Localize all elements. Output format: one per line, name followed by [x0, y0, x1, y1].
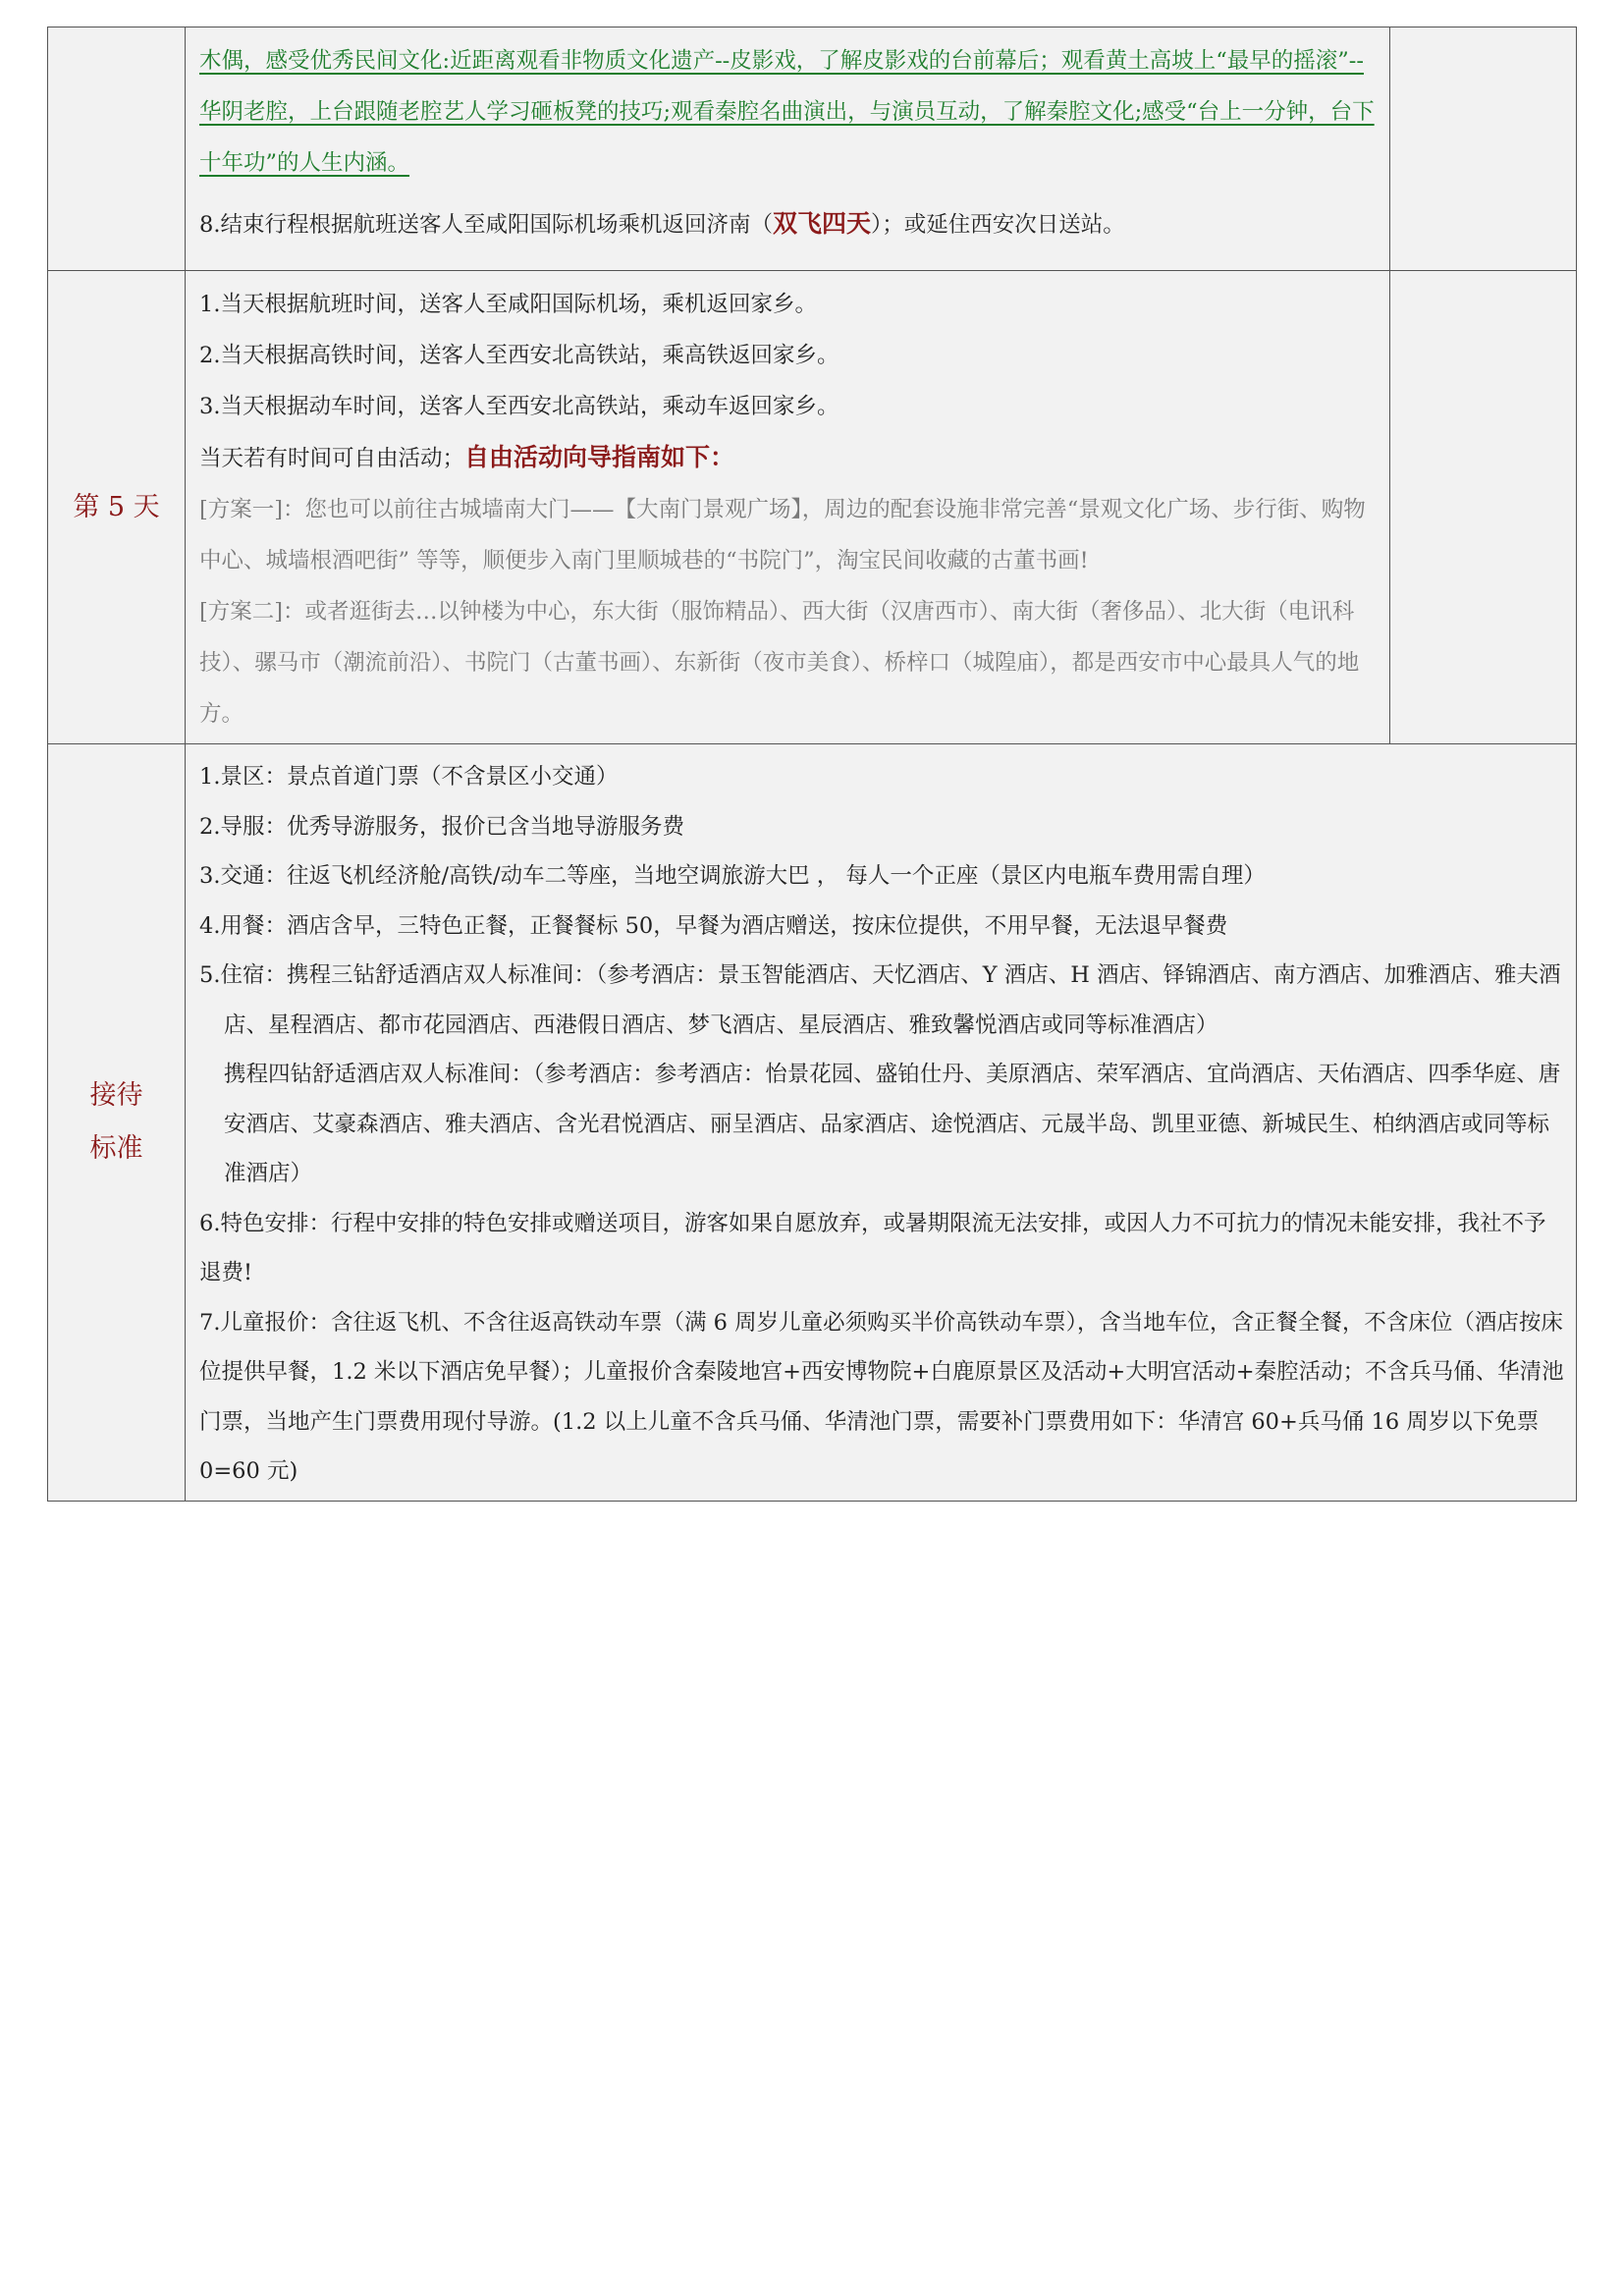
- item-8-text: 8.结束行程根据航班送客人至咸阳国际机场乘机返回济南（: [199, 212, 773, 238]
- row-standards: [48, 744, 1577, 1502]
- free-activity-line: [199, 432, 1378, 484]
- day4-content: [186, 27, 1390, 271]
- activity-description: 木偶，感受优秀民间文化:近距离观看非物质文化遗产--皮影戏，了解皮影戏的台前幕后；观看黄土高坡上“最早的摇滚”--华阴老腔，上台跟随老腔艺人学习砸板凳的技巧;观看秦腔名曲演出，与演员互动，了解秦腔文化;感受“台上一分钟，台下十年功”的人生内涵。: [199, 48, 1375, 176]
- notes-cell: [1390, 27, 1577, 271]
- row-day5: [48, 271, 1577, 744]
- standard-item-6: 6.特色安排：行程中安排的特色安排或赠送项目，游客如果自愿放弃，或暑期限流无法安排，或因人力不可抗力的情况未能安排，我社不予退费!: [199, 1210, 1546, 1285]
- item-8-tail: ）；或延住西安次日送站。: [870, 212, 1125, 238]
- standards-label: [48, 744, 186, 1502]
- itinerary-table: [47, 27, 1577, 1502]
- day5-item-3: 3.当天根据动车时间，送客人至西安北高铁站，乘动车返回家乡。: [199, 394, 839, 419]
- item-8-highlight: 双飞四天: [772, 209, 871, 238]
- plan-2: [方案二]：或者逛街去…以钟楼为中心，东大街（服饰精品）、西大街（汉唐西市）、南大街（奢侈品）、北大街（电讯科技）、骡马市（潮流前沿）、书院门（古董书画）、东新街（夜市美食）、桥梓口（城隍庙），都是西安市中心最具人气的地方。: [199, 599, 1360, 727]
- day-label-empty: [48, 27, 186, 271]
- standard-item-5a: 5.住宿：携程三钻舒适酒店双人标准间：（参考酒店：景玉智能酒店、天忆酒店、Y 酒店、H 酒店、铎锦酒店、南方酒店、加雅酒店、雅夫酒店、星程酒店、都市花园酒店、西港假日酒店、梦飞酒店、星辰酒店、雅致馨悦酒店或同等标准酒店）: [199, 962, 1561, 1038]
- plan-1: [方案一]：您也可以前往古城墙南大门——【大南门景观广场】，周边的配套设施非常完善“景观文化广场、步行街、购物中心、城墙根酒吧街” 等等，顺便步入南门里顺城巷的“书院门”，淘宝民间收藏的古董书画!: [199, 497, 1366, 574]
- day5-label: 第 5 天: [48, 271, 186, 744]
- day5-item-1: 1.当天根据航班时间，送客人至咸阳国际机场，乘机返回家乡。: [199, 292, 817, 317]
- row-day4-continued: [48, 27, 1577, 271]
- standard-item-7: 7.儿童报价：含往返飞机、不含往返高铁动车票（满 6 周岁儿童必须购买半价高铁动车票），含当地车位，含正餐全餐，不含床位（酒店按床位提供早餐，1.2 米以下酒店免早餐）；儿童报价含秦陵地宫+西安博物院+白鹿原景区及活动+大明宫活动+秦腔活动；不含兵马俑、华清池门票，当地产生门票费用现付导游。(1.2 以上儿童不含兵马俑、华清池门票，需要补门票费用如下：华清宫 60+兵马俑 16 周岁以下免票 0=60 元): [199, 1309, 1564, 1484]
- day5-item-2: 2.当天根据高铁时间，送客人至西安北高铁站，乘高铁返回家乡。: [199, 343, 839, 368]
- free-activity-heading: 自由活动向导指南如下：: [464, 443, 735, 471]
- free-activity-intro: 当天若有时间可自由活动；: [199, 446, 465, 471]
- standard-item-1: 1.景区：景点首道门票（不含景区小交通）: [199, 764, 619, 790]
- standards-label-line2: 标准: [89, 1132, 143, 1164]
- standard-item-4: 4.用餐：酒店含早，三特色正餐，正餐餐标 50，早餐为酒店赠送，按床位提供，不用早餐，无法退早餐费: [199, 912, 1228, 939]
- standard-item-2: 2.导服：优秀导游服务，报价已含当地导游服务费: [199, 813, 684, 840]
- standard-item-3: 3.交通：往返飞机经济舱/高铁/动车二等座，当地空调旅游大巴 ， 每人一个正座（景区内电瓶车费用需自理）: [199, 863, 1266, 889]
- notes-cell: [1390, 271, 1577, 744]
- day5-content: [186, 271, 1390, 744]
- standard-item-5b: 携程四钻舒适酒店双人标准间：（参考酒店：参考酒店：怡景花园、盛铂仕丹、美原酒店、荣军酒店、宜尚酒店、天佑酒店、四季华庭、唐安酒店、艾豪森酒店、雅夫酒店、含光君悦酒店、丽呈酒店、品家酒店、途悦酒店、元晟半岛、凯里亚德、新城民生、柏纳酒店或同等标准酒店）: [224, 1062, 1561, 1186]
- item-8: [199, 198, 1378, 250]
- standards-label-line1: 接待: [89, 1079, 143, 1111]
- standards-content: [186, 744, 1577, 1502]
